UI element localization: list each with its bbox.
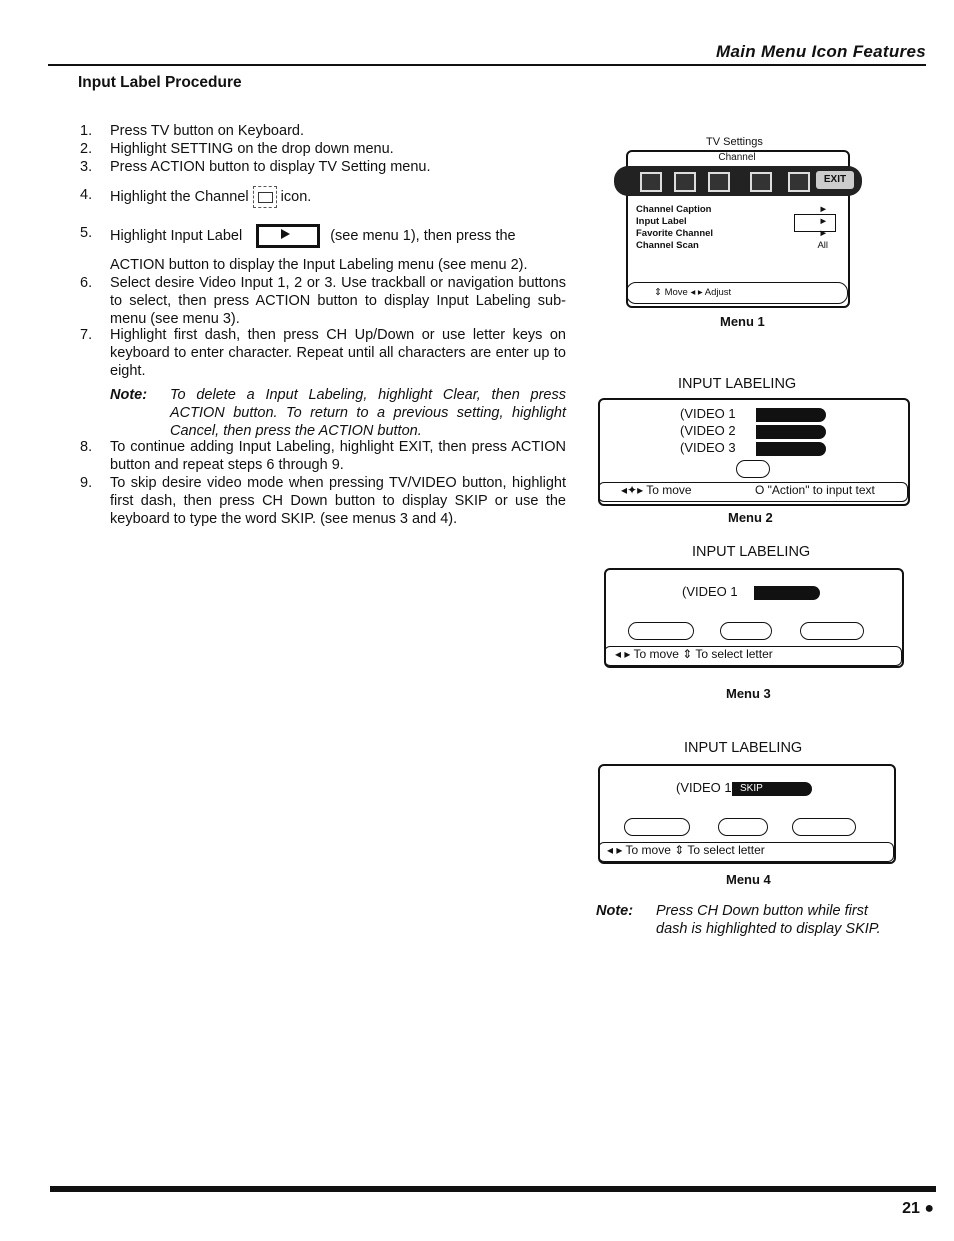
input-label[interactable]: (VIDEO 3: [680, 440, 736, 455]
help-move: To move: [625, 843, 671, 857]
menu1-items: [636, 204, 713, 252]
menu1-item[interactable]: Channel Scan: [636, 240, 699, 251]
help-adjust: Adjust: [704, 287, 732, 298]
channel-icon: [253, 186, 277, 208]
channel-icon: [708, 172, 730, 192]
section-title: Input Label Procedure: [78, 74, 242, 91]
exit-button[interactable]: [792, 818, 856, 836]
step-1: [80, 122, 566, 140]
menu1-item[interactable]: Channel Caption: [636, 204, 712, 215]
step-6: [80, 274, 566, 328]
label-field[interactable]: [756, 442, 826, 456]
step-2: [80, 140, 566, 158]
step-number: 2.: [80, 141, 93, 157]
step-text: Press TV button on Keyboard.: [110, 123, 304, 139]
menu3-title: INPUT LABELING: [692, 544, 811, 560]
highlight-box: [794, 214, 836, 232]
menu1-value: ►: [818, 204, 828, 215]
input-label[interactable]: (VIDEO 2: [680, 423, 736, 438]
skip-field[interactable]: SKIP: [732, 782, 812, 796]
step-number: 6.: [80, 275, 93, 291]
updown-icon: ⇕: [674, 843, 685, 857]
step-number: 4.: [80, 187, 93, 203]
leftright-icon: ◂ ▸: [690, 287, 703, 298]
step-9: [80, 474, 566, 528]
page-number: 21 ●: [902, 1200, 934, 1217]
step-text: Highlight first dash, then press CH Up/Down or use letter keys on keyboard to enter character. Repeat until all characters are enter up to eight.: [110, 327, 566, 379]
cancel-button[interactable]: [628, 622, 694, 640]
label-field[interactable]: [754, 586, 820, 600]
step-number: 5.: [80, 225, 93, 241]
help-select: To select letter: [687, 843, 765, 857]
step-text: Select desire Video Input 1, 2 or 3. Use trackball or navigation buttons to select, then press ACTION button to display Input Labeling sub-menu (see menu 3).: [110, 275, 566, 327]
menu1-value: All: [817, 240, 828, 251]
menu1-caption: Menu 1: [720, 314, 765, 329]
menu1-icon-bar: [614, 166, 862, 196]
power-icon: [640, 172, 662, 192]
cancel-button[interactable]: [624, 818, 690, 836]
menu3-help-bar: [604, 646, 902, 666]
step-text: ACTION button to display the Input Labeling menu (see menu 2).: [110, 257, 528, 273]
arrows-icon: ◂✦▸: [621, 483, 644, 497]
input-label: (VIDEO 1: [682, 584, 738, 599]
menu4-help-bar: [598, 842, 894, 862]
step-8: [80, 438, 566, 474]
exit-button[interactable]: [800, 622, 864, 640]
menu4-title: INPUT LABELING: [684, 740, 803, 756]
step-text: To continue adding Input Labeling, highlight EXIT, then press ACTION button and repeat steps 6 through 9.: [110, 439, 566, 473]
leftright-icon: ◂ ▸: [607, 843, 623, 857]
header-rule: [48, 64, 926, 66]
footer-rule: [50, 1186, 936, 1192]
menu1-value: ►: [818, 228, 828, 239]
step-3: [80, 158, 566, 176]
exit-button[interactable]: EXIT: [816, 171, 854, 189]
note-delete: [110, 386, 566, 440]
step-text: Press ACTION button to display TV Setting menu.: [110, 159, 431, 175]
clear-button[interactable]: [718, 818, 768, 836]
label-field[interactable]: [756, 425, 826, 439]
step-number: 8.: [80, 439, 93, 455]
menu4-caption: Menu 4: [726, 872, 771, 887]
picture-icon: [750, 172, 772, 192]
updown-icon: ⇕: [682, 647, 693, 661]
menu1-value: ►: [818, 216, 828, 227]
menu2-title: INPUT LABELING: [678, 376, 797, 392]
help-action: O "Action" to input text: [754, 483, 875, 497]
step-text: (see menu 1), then press the: [330, 227, 516, 244]
step-text: icon.: [280, 188, 312, 205]
menu3-caption: Menu 3: [726, 686, 771, 701]
label-field[interactable]: [756, 408, 826, 422]
clear-button[interactable]: [720, 622, 772, 640]
input-label[interactable]: (VIDEO 1: [680, 406, 736, 421]
step-text: To skip desire video mode when pressing TV/VIDEO button, highlight first dash, then press CH Down button to display SKIP or use the keyboard to type the word SKIP. (see menus 3 and 4).: [110, 475, 566, 527]
note-label: Note:: [110, 387, 148, 403]
speaker-icon: [674, 172, 696, 192]
menu1-item[interactable]: Favorite Channel: [636, 228, 714, 239]
note-skip: [596, 902, 892, 938]
leftright-icon: ◂ ▸: [615, 647, 631, 661]
input-label: (VIDEO 1: [676, 780, 732, 795]
step-number: 7.: [80, 327, 93, 343]
note-text: To delete a Input Labeling, highlight Clear, then press ACTION button. To return to a previous setting, highlight Cancel, then press the ACTION button.: [170, 387, 566, 439]
step-7: [80, 326, 566, 380]
input-label-icon: [256, 224, 320, 248]
note-text: Press CH Down button while first dash is highlighted to display SKIP.: [656, 903, 881, 937]
step-4: [80, 186, 566, 208]
menu1-item[interactable]: Input Label: [636, 216, 687, 227]
step-5-continued: [80, 256, 566, 274]
note-label: Note:: [596, 903, 634, 919]
setup-icon: [788, 172, 810, 192]
step-5: [80, 224, 566, 248]
step-number: 1.: [80, 123, 93, 139]
step-number: 3.: [80, 159, 93, 175]
help-move: To move: [633, 647, 679, 661]
running-title: Main Menu Icon Features: [716, 42, 926, 61]
menu1-help: [654, 287, 731, 298]
menu2-help-bar: [598, 482, 908, 502]
help-move: Move: [664, 287, 688, 298]
clear-button[interactable]: [736, 460, 770, 478]
updown-icon: ⇕: [654, 287, 662, 298]
help-move: To move: [646, 483, 692, 497]
step-text: Highlight Input Label: [110, 227, 243, 244]
step-number: 9.: [80, 475, 93, 491]
menu1-title: TV Settings: [706, 136, 763, 148]
menu2-caption: Menu 2: [728, 510, 773, 525]
help-select: To select letter: [695, 647, 773, 661]
step-text: Highlight SETTING on the drop down menu.: [110, 141, 394, 157]
step-text: Highlight the Channel: [110, 188, 249, 205]
menu1-tab: Channel: [718, 152, 756, 163]
